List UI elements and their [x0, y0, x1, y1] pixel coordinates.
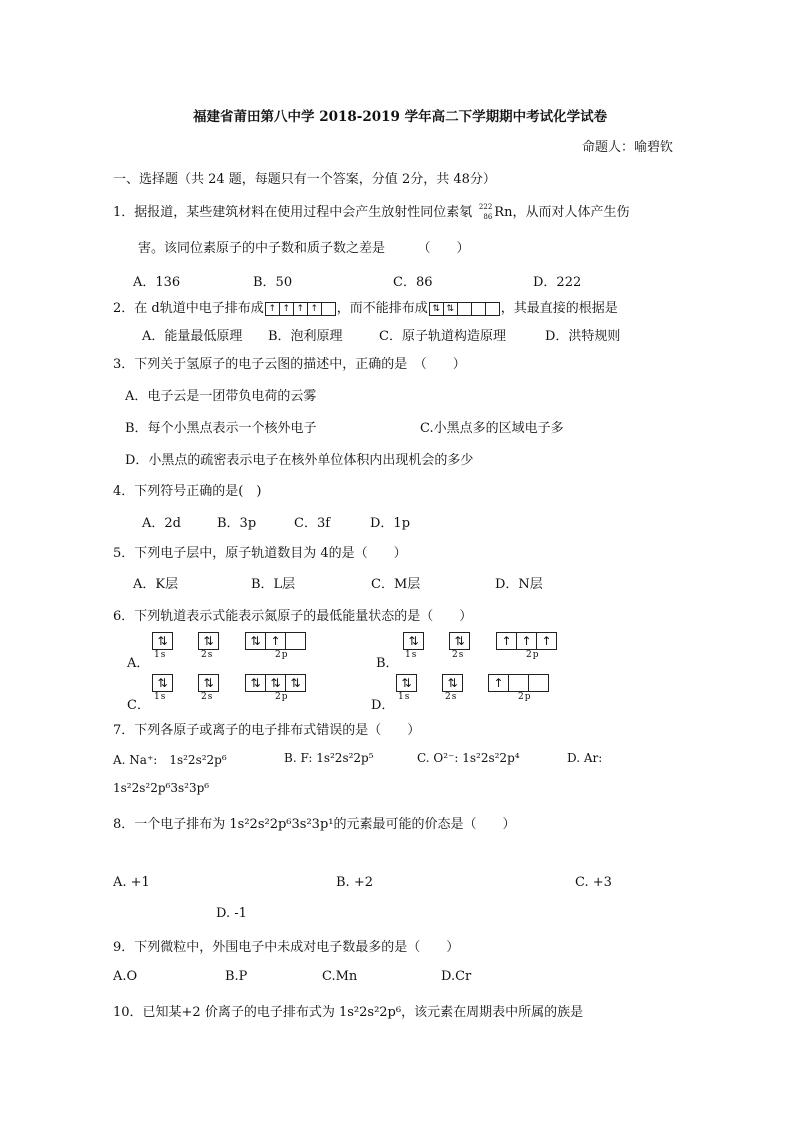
q1-option-d: D．222 — [533, 275, 582, 290]
question-10: 10．已知某+2 价离子的电子排布式为 1s²2s²2p⁶，该元素在周期表中所属的族是 — [113, 1005, 584, 1020]
q8-option-b: B. +2 — [336, 875, 373, 890]
q3-option-d: D．小黑点的疏密表示电子在核外单位体积内出现机会的多少 — [125, 453, 474, 468]
question-2: 2．在 d轨道中电子排布成 ↑ ↑ ↑ ↑ ，而不能排布成 ⇅ ⇅ ，其最直接的根据是 — [113, 301, 618, 316]
q9-option-c: C.Mn — [322, 969, 358, 984]
q1-option-b: B．50 — [253, 275, 293, 290]
q2-option-a: A．能量最低原理 — [142, 329, 243, 344]
page-title: 福建省莆田第八中学 2018-2019 学年高二下学期期中考试化学试卷 — [193, 109, 608, 125]
q3-option-a: A．电子云是一团带负电荷的云雾 — [125, 389, 317, 404]
q2-option-d: D．洪特规则 — [545, 329, 621, 344]
q4-option-d: D．1p — [370, 516, 411, 531]
q5-option-a: A．K层 — [133, 577, 179, 592]
q8-option-d: D. -1 — [216, 906, 247, 921]
q6-label-b: B． — [376, 656, 399, 671]
q2-option-c: C．原子轨道构造原理 — [379, 329, 506, 344]
question-3: 3．下列关于氢原子的电子云图的描述中，正确的是 （ ） — [113, 357, 466, 372]
question-1: 1．据报道，某些建筑材料在使用过程中会产生放射性同位素氡 222 86 Rn，从而对人体产生伤 — [113, 202, 630, 221]
q8-option-c: C. +3 — [575, 875, 612, 890]
q1-option-a: A．136 — [133, 275, 181, 290]
q7-option-d: D. Ar: — [567, 751, 603, 765]
author: 命题人：喻碧钦 — [582, 140, 674, 155]
question-7: 7．下列各原子或离子的电子排布式错误的是（ ） — [113, 723, 421, 738]
d-orbital-box-2: ⇅ ⇅ — [429, 302, 500, 316]
d-orbital-box-1: ↑ ↑ ↑ ↑ — [265, 302, 336, 316]
q5-option-d: D．N层 — [495, 577, 543, 592]
q7-option-c: C. O²⁻: 1s²2s²2p⁴ — [417, 751, 520, 765]
question-6: 6．下列轨道表示式能表示氮原子的最低能量状态的是（ ） — [113, 609, 473, 624]
q7-option-d-config: 1s²2s²2p⁶3s²3p⁶ — [113, 781, 210, 795]
q4-option-c: C．3f — [294, 516, 331, 531]
q9-option-d: D.Cr — [441, 969, 472, 984]
question-5: 5．下列电子层中，原子轨道数目为 4的是（ ） — [113, 546, 407, 561]
q7-option-b: B. F: 1s²2s²2p⁵ — [284, 751, 374, 765]
q9-option-b: B.P — [225, 969, 248, 984]
question-8: 8．一个电子排布为 1s²2s²2p⁶3s²3p¹的元素最可能的价态是（ ） — [113, 817, 516, 832]
q8-option-a: A. +1 — [113, 875, 150, 890]
q3-option-b: B．每个小黑点表示一个核外电子 — [125, 421, 317, 436]
question-4: 4．下列符号正确的是( ) — [113, 484, 262, 499]
q3-option-c: C.小黑点多的区域电子多 — [420, 421, 564, 436]
q5-option-c: C．M层 — [371, 577, 421, 592]
q7-option-a: A. Na⁺: 1s²2s²2p⁶ — [113, 753, 227, 767]
q6-label-d: D． — [371, 698, 395, 713]
isotope-notation: 222 86 — [478, 202, 493, 221]
q1-option-c: C．86 — [393, 275, 433, 290]
q4-option-b: B．3p — [217, 516, 257, 531]
q5-option-b: B．L层 — [251, 577, 296, 592]
q9-option-a: A.O — [113, 969, 138, 984]
q4-option-a: A．2d — [142, 516, 181, 531]
question-1-line2: 害。该同位素原子的中子数和质子数之差是 （ ） — [138, 241, 470, 256]
section-heading: 一、选择题（共 24 题，每题只有一个答案，分值 2分，共 48分） — [113, 172, 496, 187]
q6-label-a: A． — [127, 656, 150, 671]
q2-option-b: B．泡利原理 — [268, 329, 343, 344]
question-9: 9．下列微粒中，外围电子中未成对电子数最多的是（ ） — [113, 940, 460, 955]
q6-label-c: C． — [127, 698, 150, 713]
